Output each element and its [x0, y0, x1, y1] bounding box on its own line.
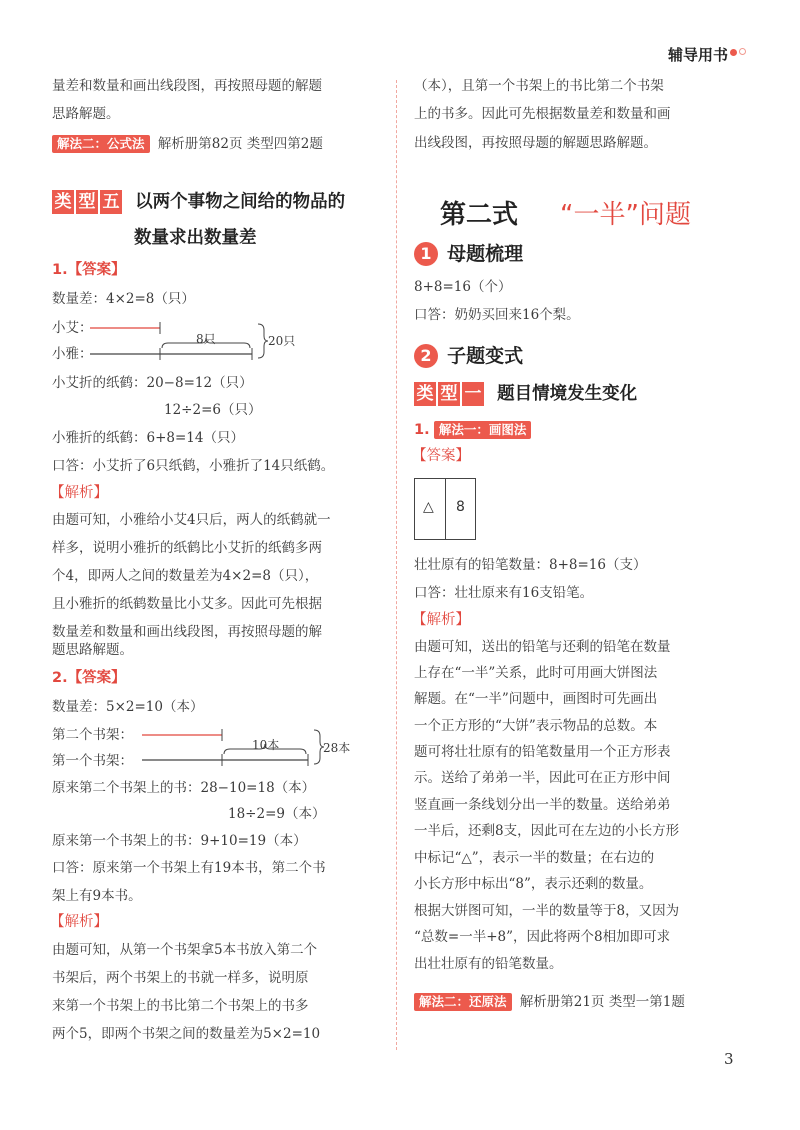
right-analysis-line: 一半后，还剩8支，因此可在左边的小长方形 [414, 823, 680, 839]
right-analysis-line: 解题。在“一半”问题中，画图时可先画出 [414, 691, 658, 707]
right-analysis-line: 题可将壮壮原有的铅笔数量用一个正方形表 [414, 744, 671, 760]
type5-heading [52, 190, 345, 214]
q1-diff: 数量差：4×2=8（只） [52, 291, 195, 307]
left-method2-row [52, 134, 323, 154]
right-intro-line: 上的书多。因此可先根据数量差和数量和画 [414, 106, 671, 122]
q2-calc-line: 口答：原来第一个书架上有19本书，第二个书 [52, 860, 326, 876]
right-analysis-label: 【解析】 [412, 612, 470, 628]
type-label-char: 类 [414, 382, 436, 406]
part2-title: 子题变式 [447, 345, 524, 367]
column-divider [396, 80, 397, 1050]
q1-seg-label-a: 小艾： [52, 320, 93, 336]
method1-badge: 解法一：画图法 [434, 421, 532, 439]
page-number: 3 [724, 1050, 734, 1068]
type1-title: 题目情境发生变化 [497, 384, 638, 404]
right-q1-number: 1. [414, 422, 430, 438]
q1-seg-mid-label: 8只 [196, 332, 216, 346]
right-intro-line: 出线段图，再按照母题的解题思路解题。 [414, 135, 657, 151]
q1-total-brace [258, 324, 268, 358]
left-intro-line: 思路解题。 [52, 106, 120, 122]
q2-answer-label: 【答案】 [67, 670, 126, 686]
right-answer-line: 壮壮原有的铅笔数量：8+8=16（支） [414, 557, 647, 573]
right-analysis-line: 由题可知，送出的铅笔与还剩的铅笔在数量 [414, 639, 671, 655]
q1-analysis-line: 题思路解题。 [52, 642, 133, 658]
type5-title-line2: 数量求出数量差 [134, 228, 257, 248]
q2-calc-line: 原来第一个书架上的书：9+10=19（本） [52, 833, 307, 849]
q2-analysis-line: 来第一个书架上的书比第二个书架上的书多 [52, 998, 309, 1014]
right-analysis-line: 示。送给了弟弟一半，因此可在正方形中间 [414, 770, 671, 786]
q2-diff: 数量差：5×2=10（本） [52, 699, 204, 715]
right-analysis-line: “总数=一半+8”，因此将两个8相加即可求 [414, 929, 671, 945]
q1-seg-label-b: 小雅： [52, 346, 93, 362]
right-analysis-line: 一个正方形的“大饼”表示物品的总数。本 [414, 718, 658, 734]
type5-title-line1: 以两个事物之间给的物品的 [135, 192, 346, 212]
header-dot-icon [730, 49, 737, 56]
q2-segment-diagram [140, 722, 350, 772]
header-title: 辅导用书 [667, 46, 728, 64]
q1-analysis-line: 且小雅折的纸鹤数量比小艾多。因此可先根据 [52, 596, 322, 612]
q2-number: 2. [52, 670, 68, 686]
part1-heading [414, 242, 523, 266]
type-label-char: 型 [76, 190, 98, 214]
type-label-char: 型 [438, 382, 460, 406]
method2-ref: 解析册第21页 类型一第1题 [519, 994, 685, 1010]
q1-calc-line: 小艾折的纸鹤：20−8=12（只） [52, 375, 253, 391]
q1-number: 1. [52, 262, 68, 278]
q2-analysis-line: 由题可知，从第一个书架拿5本书放入第二个 [52, 942, 318, 958]
part1-number-badge: 1 [414, 242, 438, 266]
q1-analysis-line: 个4，即两人之间的数量差为4×2=8（只）， [52, 568, 319, 584]
part2-heading [414, 344, 523, 368]
method2-ref: 解析册第82页 类型四第2题 [157, 136, 323, 152]
q2-seg-label-b: 第一个书架： [52, 753, 133, 769]
q2-calc-line: 18÷2=9（本） [228, 806, 326, 822]
q2-analysis-line: 两个5，即两个书架之间的数量差为5×2=10 [52, 1026, 321, 1042]
q1-answer-label: 【答案】 [67, 262, 126, 278]
type1-heading [414, 382, 637, 406]
q2-seg-total-label: 28本 [323, 741, 351, 755]
q1-calc-line: 小雅折的纸鹤：6+8=14（只） [52, 430, 244, 446]
pie-left-label: △ [423, 499, 434, 515]
q1-calc-line: 12÷2=6（只） [164, 402, 262, 418]
right-analysis-line: 出壮壮原有的铅笔数量。 [414, 956, 563, 972]
type-label-char: 一 [462, 382, 484, 406]
part2-number-badge: 2 [414, 344, 438, 368]
pie-square-diagram [414, 478, 476, 540]
q2-answer-heading [52, 668, 126, 688]
right-q1-method-row [414, 420, 531, 440]
q1-calc-line: 口答：小艾折了6只纸鹤，小雅折了14只纸鹤。 [52, 458, 335, 474]
q1-analysis-line: 样多，说明小雅折的纸鹤比小艾折的纸鹤多两 [52, 540, 322, 556]
pie-right-label: 8 [456, 499, 465, 515]
right-method2-row [414, 992, 685, 1012]
right-analysis-line: 小长方形中标出“8”，表示还剩的数量。 [414, 876, 653, 892]
q1-answer-heading [52, 260, 126, 280]
right-answer-line: 口答：壮壮原来有16支铅笔。 [414, 585, 594, 601]
method2-badge: 解法二：还原法 [414, 993, 512, 1011]
right-analysis-line: 上存在“一半”关系，此时可用画大饼图法 [414, 665, 658, 681]
right-analysis-line: 竖直画一条线划分出一半的数量。送给弟弟 [414, 797, 671, 813]
pie-divider-line [445, 479, 446, 539]
section-title-main: 第二式 [440, 200, 519, 230]
part1-line: 8+8=16（个） [414, 279, 512, 295]
type-label-char: 类 [52, 190, 74, 214]
q2-seg-mid-label: 10本 [252, 738, 280, 752]
q2-calc-line: 架上有9本书。 [52, 888, 142, 904]
q1-seg-total-label: 20只 [268, 334, 296, 348]
part1-line: 口答：奶奶买回来16个梨。 [414, 307, 580, 323]
q2-analysis-label: 【解析】 [50, 914, 108, 930]
right-answer-label: 【答案】 [412, 448, 470, 464]
q1-analysis-line: 由题可知，小雅给小艾4只后，两人的纸鹤就一 [52, 512, 331, 528]
right-analysis-line: 根据大饼图可知，一半的数量等于8，又因为 [414, 903, 680, 919]
right-analysis-line: 中标记“△”，表示一半的数量；在右边的 [414, 850, 655, 866]
right-intro-line: （本），且第一个书架上的书比第二个书架 [414, 78, 664, 94]
type-label-char: 五 [100, 190, 122, 214]
method2-badge: 解法二：公式法 [52, 135, 150, 153]
header-ring-icon [739, 48, 746, 55]
part1-title: 母题梳理 [447, 243, 524, 265]
left-intro-line: 量差和数量和画出线段图，再按照母题的解题 [52, 78, 322, 94]
q1-analysis-line: 数量差和数量和画出线段图，再按照母题的解 [52, 624, 322, 640]
q2-calc-line: 原来第二个书架上的书：28−10=18（本） [52, 780, 316, 796]
q1-analysis-label: 【解析】 [50, 485, 108, 501]
q2-seg-label-a: 第二个书架： [52, 727, 133, 743]
q2-analysis-line: 书架后，两个书架上的书就一样多，说明原 [52, 970, 309, 986]
section-title-topic: “一半”问题 [560, 200, 691, 230]
